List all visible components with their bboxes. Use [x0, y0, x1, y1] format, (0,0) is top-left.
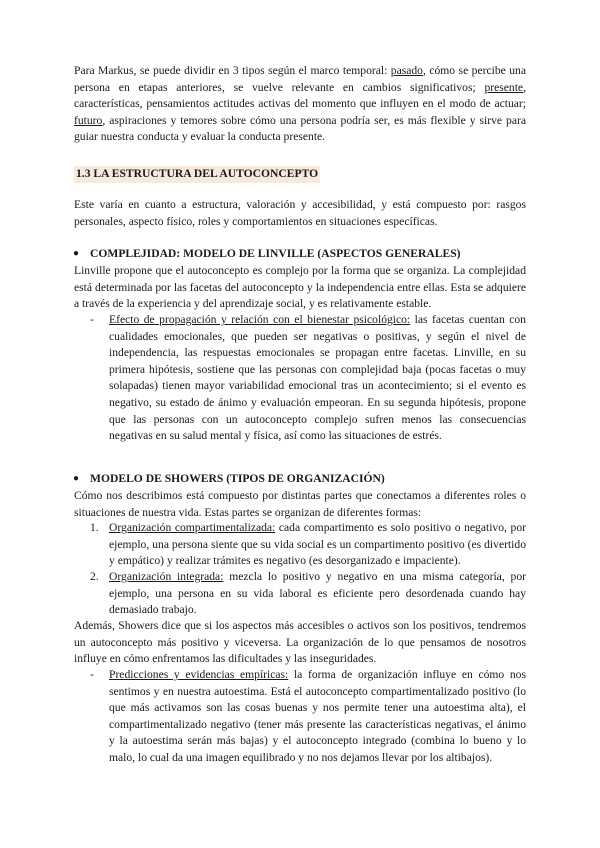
- showers-heading: [73, 471, 385, 488]
- term-pasado: pasado: [390, 64, 423, 77]
- linville-paragraph: Linville propone que el autoconcepto es complejo por la forma que se organiza. La complejidad está determinada por las facetas del autoconcepto y la independencia entre ellas. Esta se adquiere a través de la experiencia y del aprendizaje social, y es relativamente estable.: [74, 264, 526, 311]
- list-item-text: mezcla lo positivo y negativo en una misma categoría, por ejemplo, una persona en su vida laboral es eficiente pero desordenada cuando hay demasiado trabajo.: [109, 570, 526, 617]
- bullet-icon: ●: [73, 248, 80, 259]
- list-item-title: Organización integrada:: [109, 570, 224, 583]
- list-item-text: cada compartimento es solo positivo o negativo, por ejemplo, una persona siente que su vida social es un compartimento positivo (es divertido y empático) y realizar trámites es negativo (es desorganizado e impaciente).: [109, 521, 526, 568]
- linville-heading-text: COMPLEJIDAD: MODELO DE LINVILLE (ASPECTOS GENERALES): [90, 247, 461, 260]
- intro-text-1: Para Markus, se puede dividir en 3 tipos según el marco temporal:: [74, 64, 391, 77]
- intro-paragraph: [74, 63, 526, 146]
- linville-heading: [73, 246, 461, 263]
- list-number: 2.: [90, 570, 99, 583]
- intro-text-4: , aspiraciones y temores sobre cómo una persona podría ser, es más flexible y sirve para guiar nuestra conducta y evaluar la conducta presente.: [74, 113, 526, 144]
- section-intro: Este varía en cuanto a estructura, valoración y accesibilidad, y está compuesto por: rasgos personales, aspecto físico, roles y comportamientos en situaciones específicas.: [74, 198, 526, 228]
- showers-list-item: [90, 520, 526, 570]
- linville-dash-item: [90, 312, 526, 445]
- showers-heading-text: MODELO DE SHOWERS (TIPOS DE ORGANIZACIÓN): [90, 472, 385, 485]
- linville-dash-text: las facetas cuentan con cualidades emocionales, que pueden ser negativas o positivas, y según el nivel de independencia, las respuestas emocionales se propagan entre facetas. Linville, en su primera hipótesis, sostiene que las personas con complejidad baja (pocas facetas o muy solapadas) tienen mayor variabilidad emocional tras un acontecimiento; si el evento es negativo, su estado de ánimo y evaluación empeoran. En su segunda hipótesis, propone que las personas con un autoconcepto complejo sufren menos las consecuencias negativas en su salud mental y física, así como las situaciones de estrés.: [109, 313, 526, 443]
- showers-paragraph-2: Además, Showers dice que si los aspectos más accesibles o activos son los positivos, tendremos un autoconcepto más positivo y viceversa. La organización de lo que pensamos de nosotros influye en cómo enfrentamos las dificultades y las inseguridades.: [74, 619, 526, 666]
- showers-list-item: [90, 569, 526, 619]
- dash-marker: -: [90, 313, 94, 326]
- intro-text-2: , cómo se percibe una persona en etapas anteriores, se vuelve relevante en cambios significativos;: [74, 64, 526, 94]
- showers-dash-title: Predicciones y evidencias empíricas:: [109, 668, 289, 681]
- showers-paragraph: Cómo nos describimos está compuesto por distintas partes que conectamos a diferentes roles o situaciones de nuestra vida. Estas partes se organizan de diferentes formas:: [74, 489, 526, 519]
- dash-marker: -: [90, 668, 94, 681]
- section-heading-row: [74, 166, 526, 183]
- term-presente: presente: [484, 80, 524, 94]
- section-title: 1.3 LA ESTRUCTURA DEL AUTOCONCEPTO: [74, 166, 320, 183]
- list-item-title: Organización compartimentalizada:: [109, 521, 276, 534]
- linville-dash-title: Efecto de propagación y relación con el bienestar psicológico:: [109, 313, 411, 326]
- showers-dash-text: la forma de organización influye en cómo nos sentimos y en nuestra autoestima. Está el autoconcepto compartimentalizado positivo (lo que más activamos son las cosas buenas y nos permite tener una autoestima alta), el compartimentalizado negativo (tener más presente las características negativas, el ánimo y la autoestima serán más bajas) y el autoconcepto integrado (combina lo bueno y lo malo, lo cual da una imagen equilibrado y no nos dejamos llevar por los altibajos).: [109, 668, 526, 764]
- intro-text-3: , características, pensamientos actitudes activas del momento que influyen en el modo de actuar;: [74, 80, 526, 111]
- bullet-icon: ●: [73, 473, 80, 484]
- term-futuro: futuro: [74, 113, 103, 127]
- list-number: 1.: [90, 521, 99, 534]
- showers-dash-item: [90, 667, 526, 767]
